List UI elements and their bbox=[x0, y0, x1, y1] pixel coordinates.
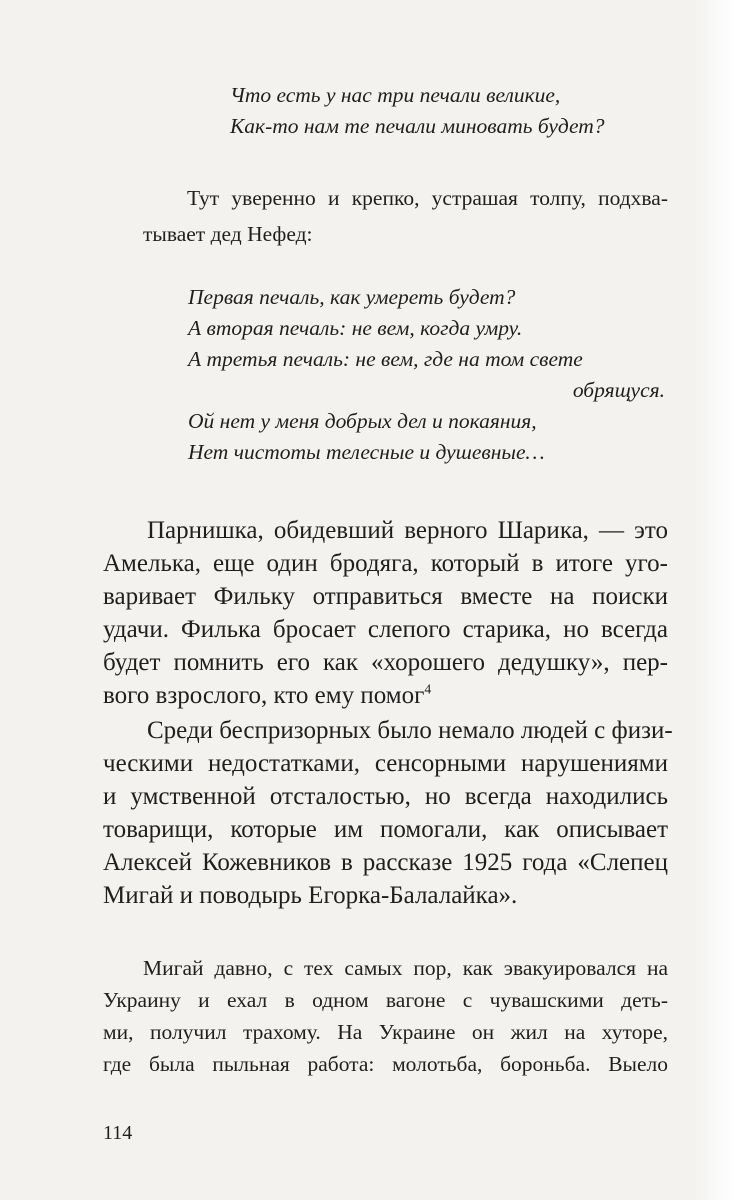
text-line: Алексей Кожевников в рассказе 1925 года «Слепец bbox=[103, 849, 668, 876]
text-line: тывает дед Нефед: bbox=[143, 222, 313, 246]
text-line-with-footnote bbox=[103, 679, 668, 712]
text-line: Мигай и поводырь Егорка-Балалайка». bbox=[103, 882, 518, 909]
verse-stanza-2 bbox=[188, 282, 665, 468]
text-line: Амелька, еще один бродяга, который в итоге уго- bbox=[103, 550, 668, 577]
text-line: где была пыльная работа: молотьба, бороньба. Выело bbox=[103, 1052, 668, 1076]
text-line: будет помнить его как «хорошего дедушку», пер- bbox=[103, 649, 668, 676]
text-fragment: вого взрослого, кто ему помог bbox=[103, 682, 425, 709]
verse-line: Первая печаль, как умереть будет? bbox=[188, 285, 516, 309]
text-line: Тут уверенно и крепко, устрашая толпу, подхва- bbox=[187, 186, 668, 210]
quoted-excerpt bbox=[103, 952, 668, 1080]
verse-stanza-1 bbox=[230, 80, 605, 142]
verse-line: А третья печаль: не вем, где на том свете bbox=[188, 347, 583, 371]
text-line: ми, получил трахому. На Украине он жил на хуторе, bbox=[103, 1020, 668, 1044]
text-line: Парнишка, обидевший верного Шарика, — это bbox=[147, 517, 668, 544]
verse-line: Ой нет у меня добрых дел и покаяния, bbox=[188, 409, 537, 433]
footnote-marker: 4 bbox=[424, 681, 432, 697]
text-line: удачи. Филька бросает слепого старика, но всегда bbox=[103, 616, 668, 643]
text-line: ческими недостатками, сенсорными нарушениями bbox=[103, 750, 668, 777]
text-line: и умственной отсталостью, но всегда находились bbox=[103, 783, 668, 810]
verse-line: А вторая печаль: не вем, когда умру. bbox=[188, 316, 523, 340]
text-line: Среди беспризорных было немало людей с физи- bbox=[147, 717, 673, 744]
paragraph-1 bbox=[103, 514, 668, 712]
paragraph-2 bbox=[103, 714, 673, 912]
page-number: 114 bbox=[103, 1122, 133, 1144]
text-line: товарищи, которые им помогали, как описывает bbox=[103, 816, 668, 843]
page-edge-shadow bbox=[694, 0, 734, 1200]
verse-line: Как-то нам те печали миновать будет? bbox=[230, 114, 605, 138]
verse-line: Что есть у нас три печали великие, bbox=[230, 83, 561, 107]
text-line: варивает Фильку отправиться вместе на поиски bbox=[103, 583, 668, 610]
verse-line: Нет чистоты телесные и душевные… bbox=[188, 440, 545, 464]
text-line: Украину и ехал в одном вагоне с чувашскими деть- bbox=[103, 988, 668, 1012]
verse-line: обрящуся. bbox=[572, 378, 665, 402]
intro-paragraph bbox=[143, 180, 668, 252]
text-line: Мигай давно, с тех самых пор, как эвакуировался на bbox=[143, 956, 668, 980]
